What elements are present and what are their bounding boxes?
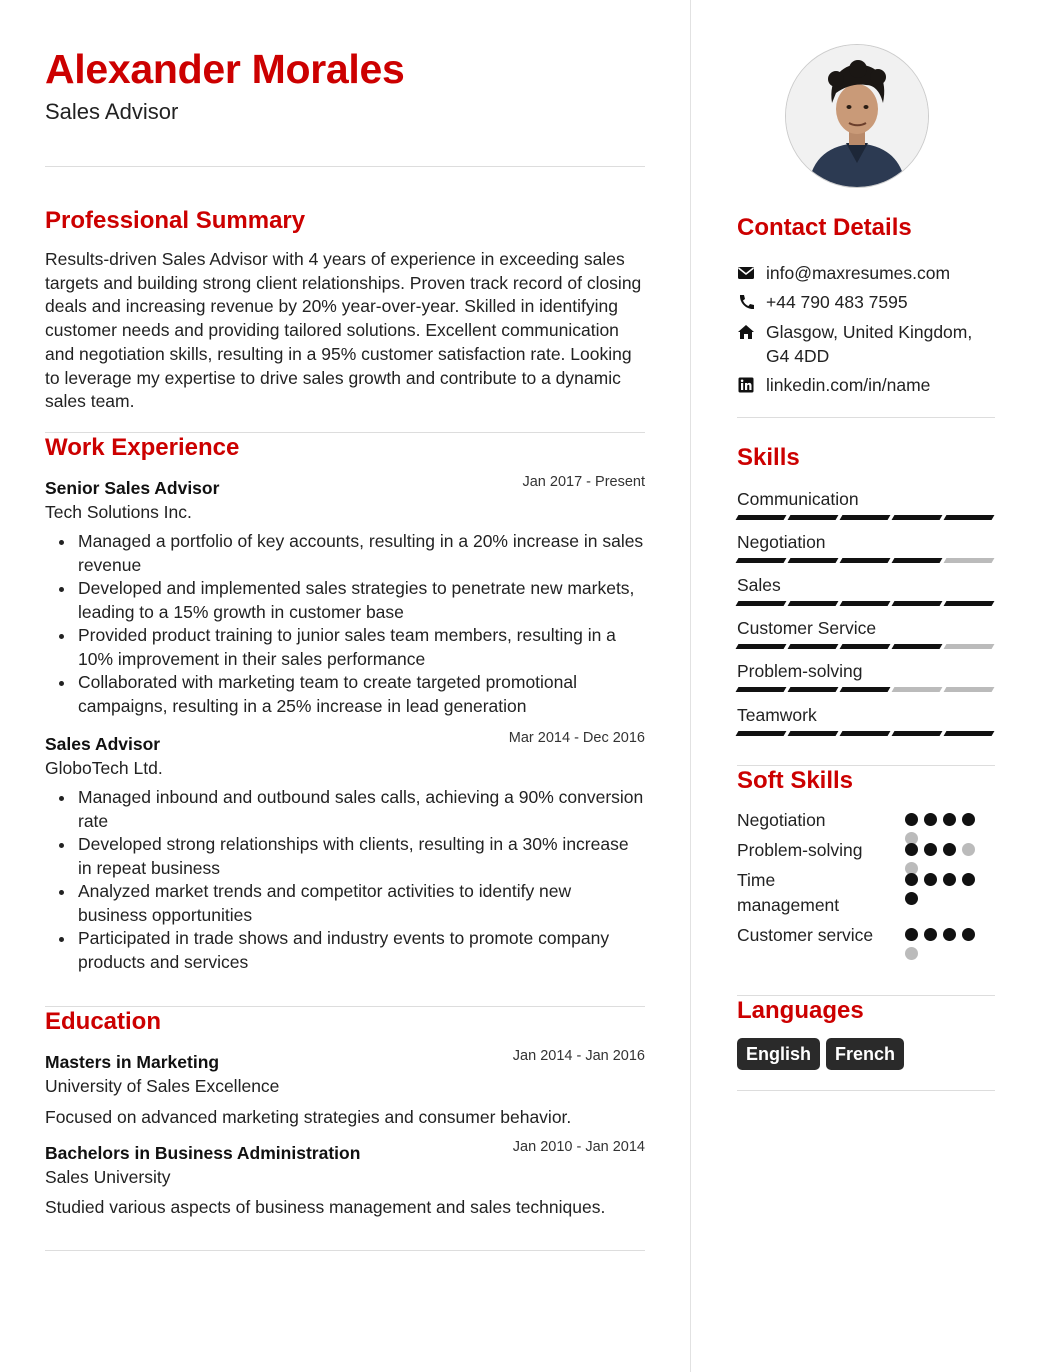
skill-bar-segment (892, 687, 943, 692)
candidate-name: Alexander Morales (45, 46, 405, 92)
skill-bar-segment (892, 515, 943, 520)
soft-skill-rating (905, 813, 983, 845)
skill-bar-segment (892, 644, 943, 649)
divider (737, 417, 995, 418)
skill-bar-segment (892, 558, 943, 563)
contact-phone[interactable] (737, 290, 995, 314)
job-bullets (45, 786, 645, 974)
skill-label: Problem-solving (737, 661, 863, 681)
job-title: Senior Sales Advisor (45, 478, 220, 498)
rating-dot (962, 873, 975, 886)
skill-bar-segment (736, 601, 787, 606)
rating-dot (905, 873, 918, 886)
rating-dot (905, 892, 918, 905)
rating-dot (924, 813, 937, 826)
skill-bar-segment (944, 731, 995, 736)
skill-label: Teamwork (737, 705, 817, 725)
soft-skill-label: Negotiation (737, 810, 826, 830)
skill-bar-segment (892, 731, 943, 736)
rating-dot (943, 843, 956, 856)
skill-item (737, 703, 995, 736)
education-entry (45, 1050, 645, 1129)
language-badge: English (737, 1038, 820, 1070)
education-heading: Education (45, 1008, 162, 1035)
language-badge: French (826, 1038, 904, 1070)
list-item: Collaborated with marketing team to create targeted promotional campaigns, resulting in a 25% increase in lead generation (78, 671, 645, 718)
list-item: Participated in trade shows and industry events to promote company products and services (78, 927, 645, 974)
languages-heading: Languages (737, 997, 864, 1024)
skill-bar-segment (736, 515, 787, 520)
skill-bar-segment (736, 731, 787, 736)
school-name: University of Sales Excellence (45, 1076, 280, 1096)
skill-bar-segment (840, 687, 891, 692)
phone-icon (737, 294, 755, 310)
summary-heading: Professional Summary (45, 207, 306, 234)
skill-item (737, 659, 995, 692)
summary-text: Results-driven Sales Advisor with 4 years of experience in exceeding sales targets and building strong client relationships. Proven track record of closing deals and increasing revenue by 20% year-over-year. Skilled in identifying customer needs and providing tailored solutions. Excellent communication and negotiation skills, resulting in a 95% customer satisfaction rate. Looking to leverage my expertise to drive sales growth and contribute to a dynamic sales team. (45, 249, 642, 412)
soft-skills-heading: Soft Skills (737, 767, 854, 794)
skill-bar-segment (944, 687, 995, 692)
skill-item (737, 487, 995, 520)
rating-dot (962, 813, 975, 826)
skill-bar (737, 558, 995, 563)
education-date: Jan 2010 - Jan 2014 (512, 1139, 645, 1155)
list-item: Managed a portfolio of key accounts, resulting in a 20% increase in sales revenue (78, 530, 645, 577)
envelope-icon (737, 265, 755, 281)
divider (45, 1250, 645, 1251)
home-icon (737, 324, 755, 340)
skill-bar-segment (944, 558, 995, 563)
experience-heading: Work Experience (45, 434, 240, 461)
rating-dot (924, 928, 937, 941)
list-item: Developed strong relationships with clients, resulting in a 30% increase in repeat business (78, 833, 645, 880)
skill-bar-segment (944, 515, 995, 520)
list-item: Provided product training to junior sales team members, resulting in a 10% improvement in their sales performance (78, 624, 645, 671)
skill-bar-segment (944, 644, 995, 649)
rating-dot (905, 843, 918, 856)
education-entry (45, 1141, 645, 1219)
job-company: Tech Solutions Inc. (45, 502, 192, 522)
linkedin-text: linkedin.com/in/name (766, 375, 931, 395)
degree-title: Bachelors in Business Administration (45, 1143, 361, 1163)
rating-dot (962, 928, 975, 941)
education-description: Focused on advanced marketing strategies and consumer behavior. (45, 1107, 572, 1127)
skill-item (737, 616, 995, 649)
skill-bar (737, 687, 995, 692)
skill-bar-segment (788, 644, 839, 649)
job-entry (45, 732, 645, 974)
rating-dot (905, 947, 918, 960)
rating-dot (924, 843, 937, 856)
skill-label: Negotiation (737, 532, 826, 552)
rating-dot (905, 813, 918, 826)
skill-bar-segment (788, 687, 839, 692)
soft-skill-rating (905, 873, 983, 905)
candidate-title: Sales Advisor (45, 99, 179, 124)
skill-bar-segment (736, 687, 787, 692)
skill-bar-segment (840, 644, 891, 649)
rating-dot (924, 873, 937, 886)
degree-title: Masters in Marketing (45, 1052, 220, 1072)
list-item: Managed inbound and outbound sales calls, achieving a 90% conversion rate (78, 786, 645, 833)
skill-bar-segment (788, 601, 839, 606)
soft-skill-label: Time management (737, 870, 840, 915)
phone-text: +44 790 483 7595 (766, 292, 908, 312)
job-entry (45, 476, 645, 718)
list-item: Developed and implemented sales strategies to penetrate new markets, leading to a 15% growth in customer base (78, 577, 645, 624)
address-text: Glasgow, United Kingdom, G4 4DD (766, 322, 973, 366)
skill-bar-segment (788, 731, 839, 736)
skill-bar-segment (840, 515, 891, 520)
skill-bar-segment (840, 731, 891, 736)
skill-bar-segment (840, 601, 891, 606)
job-date: Mar 2014 - Dec 2016 (508, 730, 645, 746)
skill-label: Communication (737, 489, 859, 509)
contact-address (737, 320, 995, 368)
school-name: Sales University (45, 1167, 171, 1187)
column-divider (690, 0, 691, 1372)
skill-item (737, 573, 995, 606)
skill-label: Sales (737, 575, 781, 595)
email-text: info@maxresumes.com (766, 263, 951, 283)
soft-skill-rating (905, 843, 983, 875)
divider (45, 166, 645, 167)
skill-bar (737, 731, 995, 736)
contact-heading: Contact Details (737, 214, 912, 241)
soft-skill-label: Problem-solving (737, 840, 863, 860)
contact-email[interactable] (737, 261, 995, 285)
skill-label: Customer Service (737, 618, 877, 638)
rating-dot (943, 813, 956, 826)
skill-bar (737, 601, 995, 606)
rating-dot (905, 928, 918, 941)
skill-bar-segment (788, 558, 839, 563)
rating-dot (943, 928, 956, 941)
skill-bar-segment (736, 644, 787, 649)
soft-skill-rating (905, 928, 983, 960)
rating-dot (962, 843, 975, 856)
skill-bar-segment (840, 558, 891, 563)
skill-item (737, 530, 995, 563)
job-company: GloboTech Ltd. (45, 758, 163, 778)
job-date: Jan 2017 - Present (522, 474, 645, 490)
profile-photo-illustration (786, 45, 928, 187)
skill-bar (737, 644, 995, 649)
education-description: Studied various aspects of business management and sales techniques. (45, 1197, 606, 1217)
job-title: Sales Advisor (45, 734, 161, 754)
skill-bar-segment (944, 601, 995, 606)
skills-heading: Skills (737, 444, 800, 471)
soft-skill-label: Customer service (737, 925, 874, 945)
language-list (737, 1038, 904, 1070)
profile-photo (785, 44, 929, 188)
skill-bar-segment (788, 515, 839, 520)
divider (737, 1090, 995, 1091)
rating-dot (943, 873, 956, 886)
skill-bar (737, 515, 995, 520)
list-item: Analyzed market trends and competitor activities to identify new business opportunities (78, 880, 645, 927)
education-date: Jan 2014 - Jan 2016 (512, 1048, 645, 1064)
skill-bar-segment (736, 558, 787, 563)
skill-bar-segment (892, 601, 943, 606)
contact-linkedin[interactable] (737, 373, 995, 397)
linkedin-icon (737, 377, 755, 393)
job-bullets (45, 530, 645, 718)
